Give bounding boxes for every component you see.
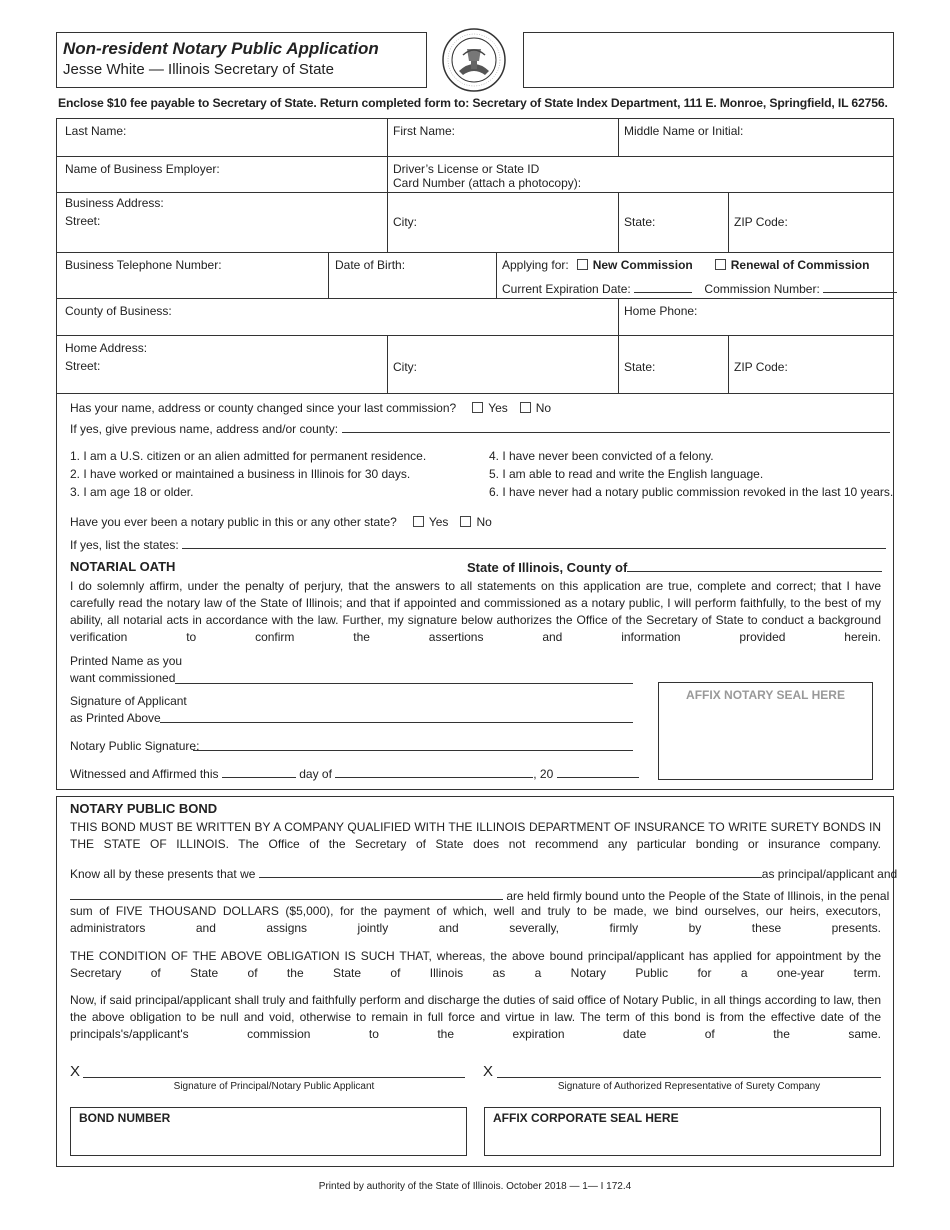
witnessed-day-input[interactable] bbox=[222, 766, 296, 778]
surety-name-input[interactable] bbox=[70, 888, 503, 900]
bound-row: are held firmly bound unto the People of the State of Illinois, in the penal bbox=[70, 888, 889, 903]
license-field[interactable]: Card Number (attach a photocopy): bbox=[393, 176, 582, 190]
home-state-field[interactable]: State: bbox=[624, 360, 656, 374]
been-notary-yes-checkbox[interactable] bbox=[413, 516, 424, 527]
statement-6: 6. I have never had a notary public commission revoked in the last 10 years. bbox=[489, 485, 894, 499]
previous-info-row: If yes, give previous name, address and/or county: bbox=[70, 421, 890, 436]
expiration-row bbox=[502, 281, 897, 296]
printed-name-input[interactable] bbox=[175, 683, 633, 684]
signature-label-1: Signature of Applicant bbox=[70, 694, 187, 708]
notary-signature-label: Notary Public Signature: bbox=[70, 739, 200, 753]
been-notary-no-checkbox[interactable] bbox=[460, 516, 471, 527]
corporate-seal-label: AFFIX CORPORATE SEAL HERE bbox=[493, 1111, 679, 1125]
oath-heading: NOTARIAL OATH bbox=[70, 559, 176, 574]
signature-input[interactable] bbox=[160, 722, 633, 723]
form-title: Non-resident Notary Public Application bbox=[63, 39, 379, 58]
list-states-input[interactable] bbox=[182, 537, 886, 549]
new-commission-checkbox[interactable] bbox=[577, 259, 588, 270]
applying-for bbox=[502, 258, 869, 272]
printed-name-label-2: want commissioned bbox=[70, 671, 176, 685]
notary-signature-input[interactable] bbox=[193, 750, 633, 751]
bond-number-label: BOND NUMBER bbox=[79, 1111, 171, 1125]
surety-x: X bbox=[483, 1063, 494, 1080]
surety-signature-label: Signature of Authorized Representative of Surety Company bbox=[557, 1081, 821, 1092]
footer: Printed by authority of the State of Illinois. October 2018 — 1— I 172.4 bbox=[318, 1181, 632, 1192]
oath-county-row: State of Illinois, County of bbox=[467, 560, 882, 575]
changed-question: Has your name, address or county changed since your last commission? Yes No bbox=[70, 401, 552, 415]
bond-intro: THIS BOND MUST BE WRITTEN BY A COMPANY QUALIFIED WITH THE ILLINOIS DEPARTMENT OF INSURANCE TO WRITE SURETY BONDS IN THE STATE OF ILLINOIS. The Office of the Secretary of State does not recommend any particular bonding or insurance company. bbox=[70, 820, 881, 851]
employer-field[interactable]: Name of Business Employer: bbox=[65, 162, 220, 176]
instructions: Enclose $10 fee payable to Secretary of State. Return completed form to: Secretary of State Index Department, 111 E. Monroe, Springfield, IL 62756. bbox=[58, 96, 888, 110]
bond-heading: NOTARY PUBLIC BOND bbox=[70, 801, 218, 816]
commission-number-label: Commission Number: bbox=[704, 282, 820, 296]
middle-name-field[interactable]: Middle Name or Initial: bbox=[624, 124, 744, 138]
principal-name-input[interactable] bbox=[259, 866, 762, 878]
witnessed-row: Witnessed and Affirmed this day of , 20 bbox=[70, 766, 639, 781]
witnessed-year-input[interactable] bbox=[557, 766, 639, 778]
changed-no-checkbox[interactable] bbox=[520, 402, 531, 413]
bond-now-if: Now, if said principal/applicant shall truly and faithfully perform and discharge the duties of said office of Notary Public, in all things according to law, then the above obligation to be null and void, otherwise to remain in full force and virtue in law. The term of this bond is from the effective date of the principals's/applicant's commission to the expiration date of the same. bbox=[70, 993, 881, 1041]
oath-county-input[interactable] bbox=[627, 560, 882, 572]
principal-x: X bbox=[70, 1063, 81, 1080]
know-all-row: Know all by these presents that we as principal/applicant and bbox=[70, 867, 898, 881]
changed-yes-checkbox[interactable] bbox=[472, 402, 483, 413]
statement-3: 3. I am age 18 or older. bbox=[70, 485, 194, 499]
first-name-field[interactable]: First Name: bbox=[393, 124, 456, 138]
home-city-field[interactable]: City: bbox=[393, 360, 417, 374]
expiration-label: Current Expiration Date: bbox=[502, 282, 631, 296]
form-subtitle: Jesse White — Illinois Secretary of State bbox=[63, 61, 334, 78]
statement-4: 4. I have never been convicted of a felony. bbox=[489, 449, 714, 463]
bond-sum: sum of FIVE THOUSAND DOLLARS ($5,000), for the payment of which, well and truly to be made, we bind ourselves, our heirs, executors, administrators and assigns jointly and severally, firmly by these presents. bbox=[70, 904, 881, 935]
surety-signature-input[interactable] bbox=[497, 1077, 881, 1078]
application-form bbox=[56, 118, 894, 394]
renewal-label: Renewal of Commission bbox=[730, 258, 870, 272]
notary-seal-label: AFFIX NOTARY SEAL HERE bbox=[686, 688, 845, 702]
business-zip-field[interactable]: ZIP Code: bbox=[734, 215, 788, 229]
printed-name-label-1: Printed Name as you bbox=[70, 654, 183, 668]
statement-2: 2. I have worked or maintained a business in Illinois for 30 days. bbox=[70, 467, 411, 481]
business-state-field[interactable]: State: bbox=[624, 215, 656, 229]
renewal-checkbox[interactable] bbox=[715, 259, 726, 270]
bond-condition: THE CONDITION OF THE ABOVE OBLIGATION IS SUCH THAT, whereas, the above bound principal/applicant has applied for appointment by the Secretary of State of the State of Illinois as a Notary Public for a one-year term. bbox=[70, 949, 881, 980]
signature-label-2: as Printed Above bbox=[70, 711, 161, 725]
business-phone-field[interactable]: Business Telephone Number: bbox=[65, 258, 222, 272]
home-street-field[interactable]: Street: bbox=[65, 359, 101, 373]
state-seal bbox=[441, 27, 507, 93]
witnessed-month-input[interactable] bbox=[335, 766, 533, 778]
applying-for-label: Applying for: bbox=[502, 258, 569, 272]
home-zip-field[interactable]: ZIP Code: bbox=[734, 360, 788, 374]
business-city-field[interactable]: City: bbox=[393, 215, 417, 229]
statement-5: 5. I am able to read and write the English language. bbox=[489, 467, 764, 481]
principal-signature-label: Signature of Principal/Notary Public Applicant bbox=[173, 1081, 375, 1092]
list-states-row: If yes, list the states: bbox=[70, 537, 886, 552]
home-address-label: Home Address: bbox=[65, 341, 148, 355]
principal-signature-input[interactable] bbox=[83, 1077, 465, 1078]
new-commission-label: New Commission bbox=[592, 258, 693, 272]
office-use-box bbox=[523, 32, 894, 88]
oath-text: I do solemnly affirm, under the penalty of perjury, that the answers to all statements on this application are true, complete and correct; that I have carefully read the notary law of the State of Illinois; and that if appointed and commissioned as a notary public, I will perform faithfully, to the best of my ability, all notarial acts in accordance with the law. Further, my signature below authorizes the Office of the Secretary of State to conduct a background verification to confirm the assertions and information provided herein. bbox=[70, 579, 881, 644]
business-address-label: Business Address: bbox=[65, 196, 164, 210]
business-street-field[interactable]: Street: bbox=[65, 214, 101, 228]
expiration-input[interactable] bbox=[634, 281, 692, 293]
dob-field[interactable]: Date of Birth: bbox=[335, 258, 406, 272]
license-label-1: Driver’s License or State ID bbox=[393, 162, 540, 176]
home-phone-field[interactable]: Home Phone: bbox=[624, 304, 698, 318]
last-name-field[interactable]: Last Name: bbox=[65, 124, 127, 138]
previous-info-input[interactable] bbox=[342, 421, 890, 433]
statement-1: 1. I am a U.S. citizen or an alien admitted for permanent residence. bbox=[70, 449, 427, 463]
commission-number-input[interactable] bbox=[823, 281, 897, 293]
been-notary-question: Have you ever been a notary public in this or any other state? Yes No bbox=[70, 515, 492, 529]
county-business-field[interactable]: County of Business: bbox=[65, 304, 172, 318]
